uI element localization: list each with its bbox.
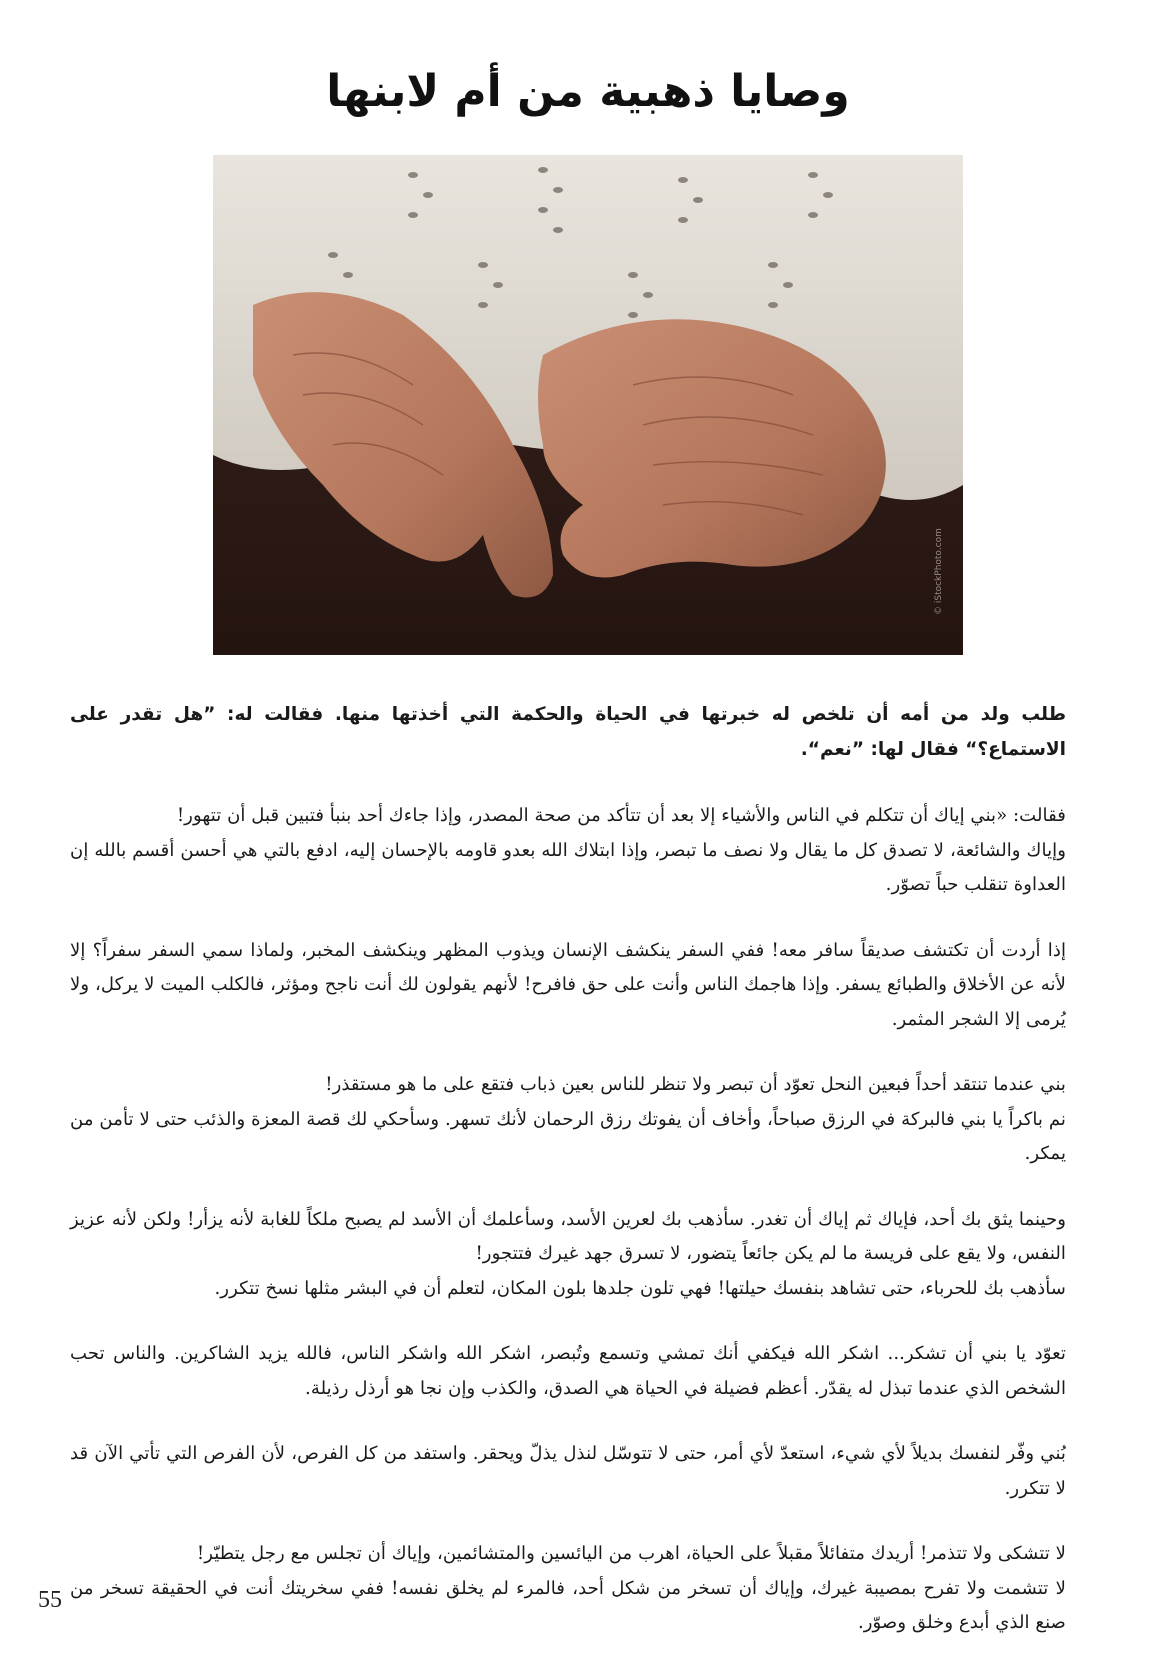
paragraph-line: لا تتشمت ولا تفرح بمصيبة غيرك، وإياك أن تسخر من شكل أحد، فالمرء لم يخلق نفسه! ففي سخريتك أنت في الحقيقة تسخر من صنع الذي أبدع وخلق وصوّر. [70, 1577, 1066, 1633]
paragraph-line: بني عندما تنتقد أحداً فبعين النحل تعوّد أن تبصر ولا تنظر للناس بعين ذباب فتقع على ما هو مستقذر! [325, 1074, 1066, 1095]
paragraph-3 [70, 1068, 1066, 1172]
page-number: 55 [38, 1587, 62, 1613]
paragraph-line: نم باكراً يا بني فالبركة في الرزق صباحاً، وأخاف أن يفوتك رزق الرحمان لأنك تسهر. وسأحكي لك قصة المعزة والذئب حتى لا تأمن من يمكر. [70, 1108, 1066, 1164]
photo-hands [213, 155, 963, 655]
article-intro: طلب ولد من أمه أن تلخص له خبرتها في الحياة والحكمة التي أخذتها منها. فقالت له: ”هل تقدر على الاستماع؟“ فقال لها: ”نعم“. [70, 704, 1066, 760]
hands-image [213, 155, 963, 655]
paragraph-6 [70, 1437, 1066, 1506]
paragraph-5 [70, 1337, 1066, 1406]
paragraph-line: فقالت: «بني إياك أن تتكلم في الناس والأشياء إلا بعد أن تتأكد من صحة المصدر، وإذا جاءك أحد بنبأ فتبين قبل أن تتهور! [176, 805, 1066, 826]
paragraph-line: سأذهب بك للحرباء، حتى تشاهد بنفسك حيلتها! فهي تلون جلدها بلون المكان، لتعلم أن في البشر مثلها نسخ تتكرر. [214, 1277, 1066, 1299]
paragraph-line: بُني وفّر لنفسك بديلاً لأي شيء، استعدّ لأي أمر، حتى لا تتوسّل لنذل يذلّ ويحقر. واستفد من كل الفرص، لأن الفرص التي تأتي الآن قد لا تتكرر. [70, 1443, 1066, 1499]
paragraph-line: وحينما يثق بك أحد، فإياك ثم إياك أن تغدر. سأذهب بك لعرين الأسد، وسأعلمك أن الأسد لم يصبح ملكاً للغابة لأنه يزأر! ولكن لأنه عزيز النفس، ولا يقع على فريسة ما لم يكن جائعاً يتضور، لا تسرق جهد غيرك فتتجور! [70, 1208, 1066, 1264]
paragraph-line: لا تتشكى ولا تتذمر! أريدك متفائلاً مقبلاً على الحياة، اهرب من اليائسين والمتشائمين، وإياك أن تجلس مع رجل يتطيّر! [196, 1543, 1066, 1564]
paragraph-2 [70, 934, 1066, 1038]
paragraph-4 [70, 1203, 1066, 1307]
article-body [70, 697, 1066, 1672]
paragraph-1 [70, 799, 1066, 903]
paragraph-line: إذا أردت أن تكتشف صديقاً سافر معه! ففي السفر ينكشف الإنسان ويذوب المظهر وينكشف المخبر، ولماذا سمي السفر سفراً؟ إلا لأنه عن الأخلاق والطبائع يسفر. وإذا هاجمك الناس وأنت على حق فافرح! لأنهم يقولون لك أنت ناجح ومؤثر، فالكلب الميت لا يركل، ولا يُرمى إلا الشجر المثمر. [70, 939, 1066, 1030]
paragraph-7 [70, 1537, 1066, 1641]
paragraph-line: تعوّد يا بني أن تشكر... اشكر الله فيكفي أنك تمشي وتسمع وتُبصر، اشكر الله واشكر الناس، فالله يزيد الشاكرين. والناس تحب الشخص الذي عندما تبذل له يقدّر. أعظم فضيلة في الحياة هي الصدق، والكذب وإن نجا هو أرذل رذيلة. [70, 1343, 1066, 1399]
page-title: وصايا ذهبية من أم لابنها [326, 66, 850, 117]
photo-watermark: © iStockPhoto.com [934, 528, 944, 615]
paragraph-line: وإياك والشائعة، لا تصدق كل ما يقال ولا نصف ما تبصر، وإذا ابتلاك الله بعدو قاومه بالإحسان إليه، ادفع بالتي هي أحسن أقسم بالله إن العداوة تنقلب حباً تصوّر. [70, 839, 1066, 895]
